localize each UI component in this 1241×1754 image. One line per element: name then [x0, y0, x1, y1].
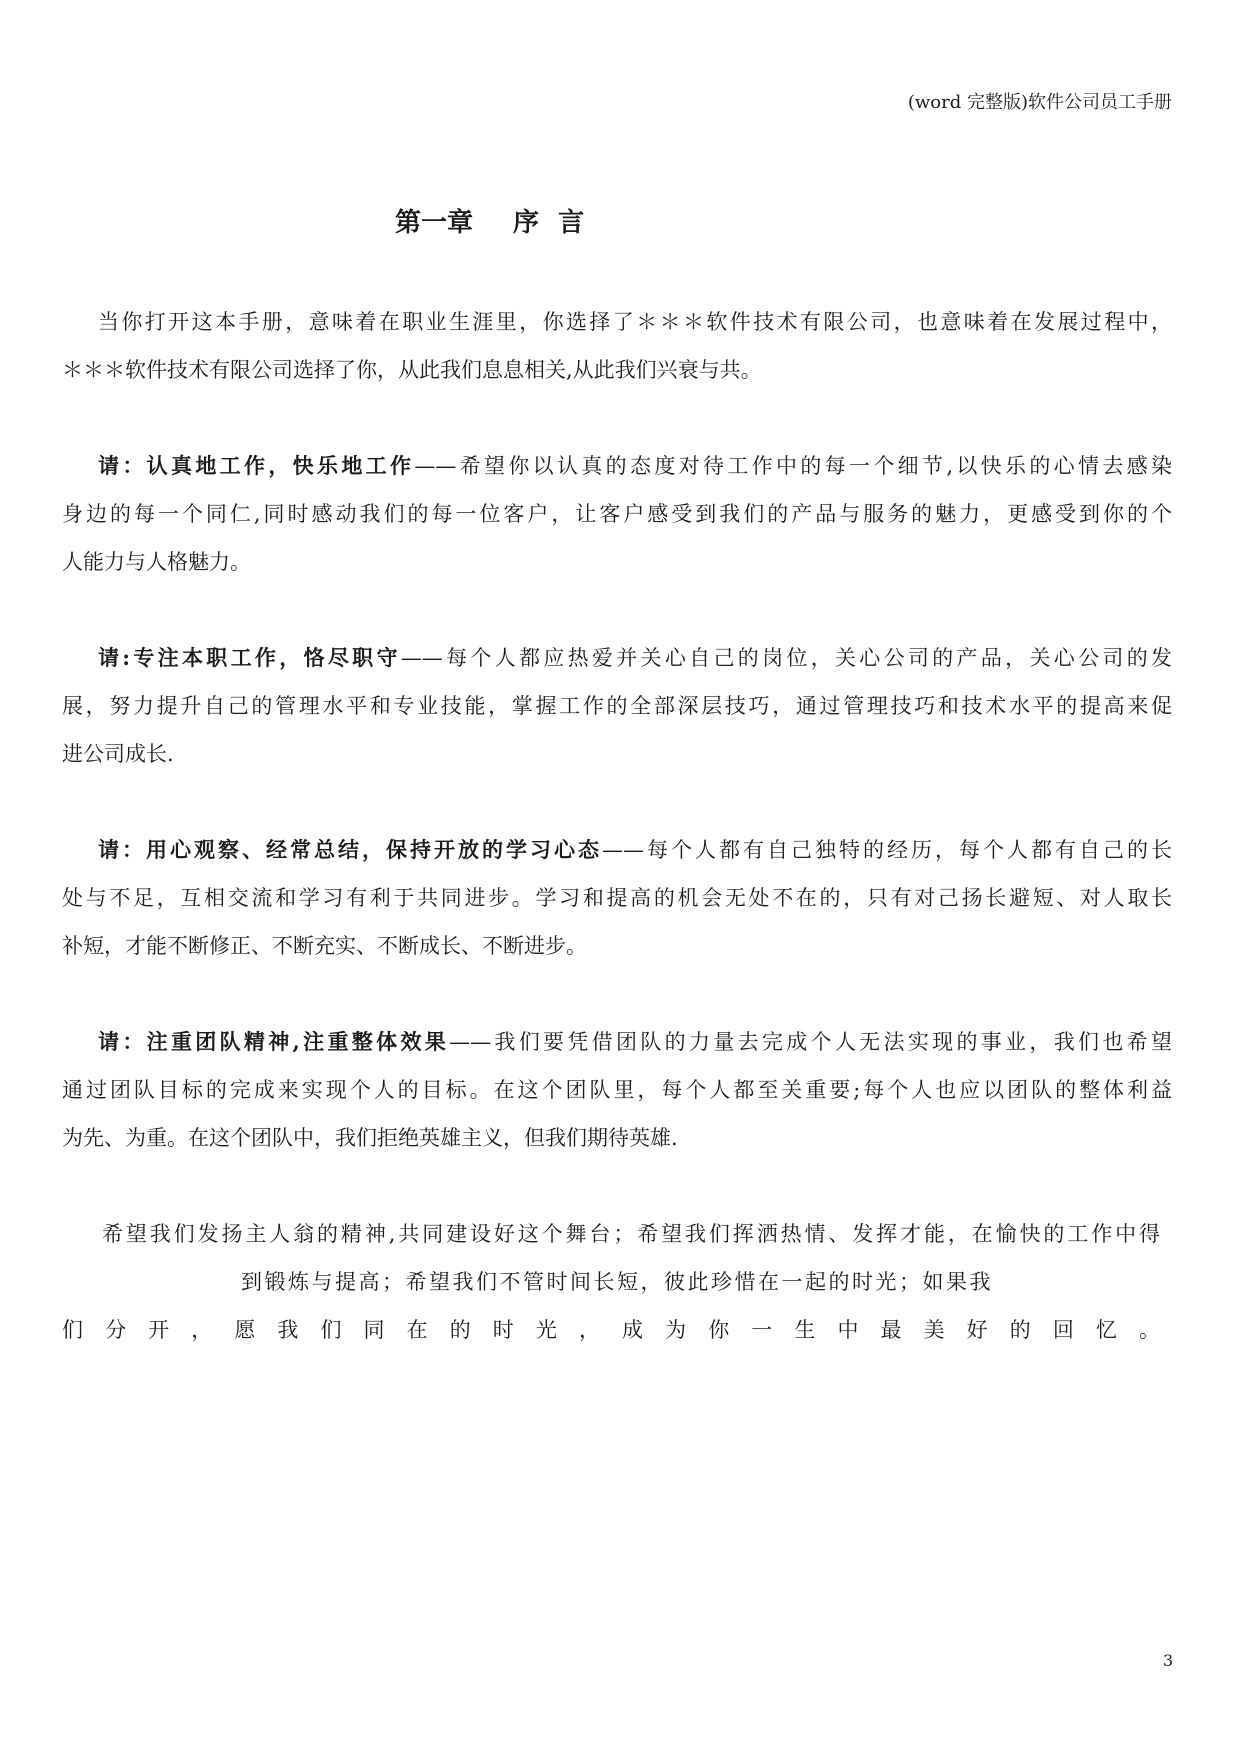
closing-paragraph	[62, 1210, 1172, 1354]
paragraph-line: 为先、为重。在这个团队中，我们拒绝英雄主义，但我们期待英雄.	[62, 1126, 678, 1150]
paragraph-line: 们分开，愿我们同在的时光，成为你一生中最美好的回忆。	[62, 1318, 1160, 1342]
paragraph-line: 处与不足，互相交流和学习有利于共同进步。学习和提高的机会无处不在的，只有对己扬长避短、对人取长	[62, 886, 1172, 910]
chapter-title: 序 言	[513, 208, 590, 238]
principle-text: ——我们要凭借团队的力量去完成个人无法实现的事业，我们也希望	[449, 1030, 1172, 1054]
principle-text: ——每个人都应热爱并关心自己的岗位，关心公司的产品，关心公司的发	[400, 646, 1172, 670]
principle-paragraph-work-happily	[62, 442, 1172, 586]
principle-paragraph-keep-learning	[62, 826, 1172, 970]
paragraph-line	[62, 442, 1172, 490]
principle-text: ——希望你以认真的态度对待工作中的每一个细节,以快乐的心情去感染	[414, 454, 1172, 478]
paragraph-line: ＊＊＊软件技术有限公司选择了你，从此我们息息相关,从此我们兴衰与共。	[62, 358, 762, 382]
paragraph-line: 当你打开这本手册，意味着在职业生涯里，你选择了＊＊＊软件技术有限公司，也意味着在发展过程中，	[98, 310, 1172, 334]
page-number: 3	[1163, 1651, 1174, 1670]
running-header: (word 完整版)软件公司员工手册	[907, 92, 1172, 113]
principle-lead: 请：认真地工作，快乐地工作	[98, 453, 415, 478]
principle-text: ——每个人都有自己独特的经历，每个人都有自己的长	[602, 838, 1172, 862]
principle-lead: 请：注重团队精神,注重整体效果	[98, 1029, 450, 1054]
paragraph-line: 补短，才能不断修正、不断充实、不断成长、不断进步。	[62, 934, 587, 958]
paragraph-line	[62, 634, 1172, 682]
paragraph-line: 通过团队目标的完成来实现个人的目标。在这个团队里，每个人都至关重要;每个人也应以团队的整体利益	[62, 1078, 1172, 1102]
paragraph-line: 人能力与人格魅力。	[62, 550, 251, 574]
paragraph-line: 希望我们发扬主人翁的精神,共同建设好这个舞台；希望我们挥洒热情、发挥才能，在愉快的工作中得	[102, 1222, 1160, 1246]
paragraph-line: 到锻炼与提高；希望我们不管时间长短，彼此珍惜在一起的时光；如果我	[241, 1270, 993, 1294]
chapter-number: 第一章	[395, 208, 474, 238]
paragraph-line: 身边的每一个同仁,同时感动我们的每一位客户，让客户感受到我们的产品与服务的魅力，更感受到你的个	[62, 502, 1172, 526]
chapter-heading	[395, 206, 589, 240]
paragraph-line	[62, 826, 1172, 874]
paragraph-line: 展，努力提升自己的管理水平和专业技能，掌握工作的全部深层技巧，通过管理技巧和技术水平的提高来促	[62, 694, 1172, 718]
principle-paragraph-teamwork	[62, 1018, 1172, 1162]
principle-lead: 请：用心观察、经常总结，保持开放的学习心态	[98, 837, 602, 862]
intro-paragraph	[62, 298, 1172, 394]
principle-paragraph-focus-on-duty	[62, 634, 1172, 778]
document-body	[62, 298, 1172, 1402]
principle-lead: 请:专注本职工作，恪尽职守	[98, 645, 401, 670]
paragraph-line: 进公司成长.	[62, 742, 174, 766]
paragraph-line	[62, 1018, 1172, 1066]
